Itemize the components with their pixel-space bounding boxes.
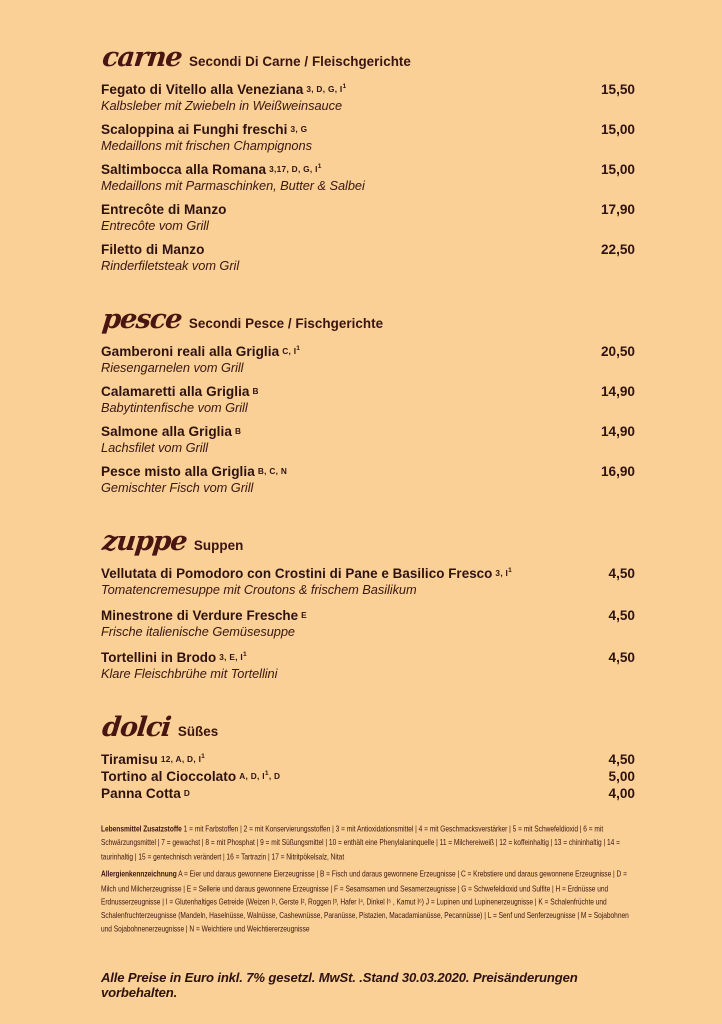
menu-item (101, 786, 635, 801)
menu-item-name (101, 202, 227, 217)
menu-item-name (101, 650, 247, 665)
additives-label: Lebensmittel Zusatzstoffe (101, 825, 182, 834)
section-subtitle: Secondi Pesce / Fischgerichte (188, 316, 384, 331)
section-header (101, 528, 635, 555)
additives-text: 1 = mit Farbstoffen | 2 = mit Konservierungsstoffen | 3 = mit Antioxidationsmittel | 4 = mit Geschmacksverstärker | 5 = mit Schwefeldioxid | 6 = mit Schwärzungsmittel | 7 = gewachst | 8 = mit Phosphat | 9 = mit Süßungsmittel | 10 = enthält eine Phenylalaninquelle | 11 = Milchereiweiß | 12 = koffeinhaltig | 13 = chininhaltig | 14 = taurinhaltig | 15 = gentechnisch verändert | 16 = Tartrazin | 17 = Nitritpökelsalz, Nitat (101, 825, 620, 862)
allergen-codes (219, 652, 247, 662)
section-subtitle: Suppen (193, 538, 244, 553)
menu-item-name (101, 566, 512, 581)
menu-item-name (101, 464, 287, 479)
menu-item-description: Entrecôte vom Grill (101, 218, 209, 233)
allergen-codes (306, 84, 346, 94)
menu-item-name (101, 122, 307, 137)
menu-item-line (101, 650, 635, 665)
menu-item-name (101, 384, 259, 399)
menu-item-list (101, 344, 635, 495)
menu-item-price: 4,00 (608, 786, 635, 801)
allergen-codes (235, 426, 241, 436)
menu-item (101, 752, 635, 767)
allergen-codes (258, 466, 287, 476)
menu-item-name (101, 786, 190, 801)
section-script-title: zuppe (100, 526, 188, 557)
menu-item-name-text: Salmone alla Griglia (101, 424, 232, 439)
menu-item-line (101, 566, 635, 581)
allergens-label: Allergienkennzeichnung (101, 870, 177, 880)
menu-item-price: 17,90 (600, 202, 635, 217)
menu-section-pesce (101, 282, 635, 495)
menu-item-list (101, 566, 635, 681)
menu-item-description: Lachsfilet vom Grill (101, 440, 209, 455)
menu-item-name (101, 242, 205, 257)
allergens-paragraph (101, 868, 635, 937)
menu-item-name (101, 344, 300, 359)
menu-item-name-text: Gamberoni reali alla Griglia (101, 344, 280, 359)
section-header (101, 306, 635, 333)
allergen-codes-tail: , D (268, 770, 281, 781)
menu-item-name-text: Calamaretti alla Griglia (101, 384, 250, 399)
menu-item-name (101, 769, 280, 784)
menu-item-list (101, 752, 635, 801)
menu-item-line (101, 424, 635, 439)
allergen-codes (184, 788, 190, 798)
menu-item-line (101, 786, 635, 801)
menu-item (101, 202, 635, 233)
allergen-superscript: 1 (508, 566, 513, 574)
menu-item-name (101, 752, 205, 767)
allergen-codes-text: D (183, 787, 191, 798)
menu-item-name-text: Entrecôte di Manzo (101, 202, 227, 217)
allergen-codes-text: 3, D, G, I (306, 83, 343, 94)
menu-item-price: 14,90 (600, 424, 635, 439)
menu-section-dolci (101, 692, 635, 801)
section-script-title: dolci (100, 712, 172, 743)
menu-item-price: 15,00 (600, 122, 635, 137)
allergen-codes-text: E (301, 609, 308, 620)
allergen-codes (253, 386, 259, 396)
menu-item-line (101, 608, 635, 623)
menu-item-price: 4,50 (608, 608, 635, 623)
menu-item-price: 5,00 (608, 769, 635, 784)
menu-item (101, 82, 635, 113)
allergen-codes-text: 3,17, D, G, I (269, 163, 318, 174)
menu-item-name-text: Tortino al Cioccolato (101, 769, 237, 784)
menu-section-zuppe (101, 504, 635, 681)
allergen-codes (161, 754, 205, 764)
menu-item-price: 15,50 (600, 82, 635, 97)
allergen-superscript: 1 (201, 752, 206, 760)
menu-item-price: 20,50 (600, 344, 635, 359)
menu-item (101, 242, 635, 273)
menu-item-price: 15,00 (600, 162, 635, 177)
menu-item (101, 162, 635, 193)
additives-paragraph (101, 823, 635, 864)
allergen-codes-text: 3, G (290, 123, 308, 134)
allergen-codes (495, 568, 512, 578)
allergen-codes (269, 164, 322, 174)
menu-item-name (101, 424, 241, 439)
section-header (101, 44, 635, 71)
menu-item-price: 16,90 (600, 464, 635, 479)
allergen-codes (301, 610, 307, 620)
section-subtitle: Süßes (177, 724, 219, 739)
allergen-superscript: 1 (296, 344, 301, 352)
fineprint-block (101, 823, 635, 937)
allergen-codes-text: 3, I (495, 567, 509, 578)
menu-item (101, 566, 635, 597)
menu-item (101, 384, 635, 415)
menu-item-description: Klare Fleischbrühe mit Tortellini (101, 666, 278, 681)
allergen-superscript: 1 (243, 650, 248, 658)
allergen-codes-text: 3, E, I (219, 651, 244, 662)
menu-item-price: 4,50 (608, 650, 635, 665)
section-subtitle: Secondi Di Carne / Fleischgerichte (188, 54, 411, 69)
menu-item-description: Tomatencremesuppe mit Croutons & frischem Basilikum (101, 582, 417, 597)
menu-item-description: Gemischter Fisch vom Grill (101, 480, 254, 495)
menu-item-line (101, 464, 635, 479)
menu-item-line (101, 384, 635, 399)
menu-item (101, 608, 635, 639)
section-script-title: pesce (100, 304, 183, 335)
menu-item-price: 22,50 (600, 242, 635, 257)
menu-section-carne (101, 0, 635, 273)
menu-item-line (101, 202, 635, 217)
menu-item-name-text: Pesce misto alla Griglia (101, 464, 255, 479)
menu-item-name (101, 608, 307, 623)
menu-item-name-text: Saltimbocca alla Romana (101, 162, 267, 177)
menu-item-line (101, 162, 635, 177)
menu-item (101, 122, 635, 153)
menu-sections (101, 0, 635, 801)
menu-item-description: Rinderfiletsteak vom Gril (101, 258, 240, 273)
menu-item-line (101, 242, 635, 257)
price-disclaimer: Alle Preise in Euro inkl. 7% gesetzl. MwSt. .Stand 30.03.2020. Preisänderungen vorbehalten. (101, 970, 578, 1000)
menu-item-name-text: Filetto di Manzo (101, 242, 205, 257)
allergens-text: A = Eier und daraus gewonnene Eierzeugnisse | B = Fisch und daraus gewonnene Erzeugnisse | C = Krebstiere und daraus gewonnene Erzeugnisse | D = Milch und Milcherzeugnisse | E = Sellerie und daraus gewonnene Erzeugnisse | F = Sesamsamen und Sesamerzeugnisse | G = Schwefeldioxid und Sulfite | H = Erdnüsse und Erdnusserzeugnisse | I = Glutenhaltiges Getreide (Weizen I¹, Gerste I², Roggen I³, Hafer I⁴, Dinkel I⁵ , Kamut I⁶) J = Lupinen und Lupinenerzeugnisse | K = Schalenfrüchte und Schalenfruchterzeugnisse (Mandeln, Haselnüsse, Walnüsse, Cashewnüsse, Paranüsse, Pistazien, Macadamianüsse, Pecannüsse) | L = Senf und Senferzeugnisse | M = Sojabohnen und Sojabohnenerzeugnisse | N = Weichtiere und Weichtiererzeugnisse (101, 870, 629, 935)
menu-item-line (101, 122, 635, 137)
menu-item-name-text: Vellutata di Pomodoro con Crostini di Pane e Basilico Fresco (101, 566, 493, 581)
menu-item-description: Riesengarnelen vom Grill (101, 360, 244, 375)
menu-item-description: Frische italienische Gemüsesuppe (101, 624, 296, 639)
allergen-codes-text: B, C, N (257, 465, 288, 476)
menu-item-line (101, 752, 635, 767)
menu-item-list (101, 82, 635, 273)
menu-item-name-text: Fegato di Vitello alla Veneziana (101, 82, 304, 97)
menu-item (101, 344, 635, 375)
allergen-codes (282, 346, 300, 356)
allergen-codes (239, 771, 280, 781)
menu-item-price: 4,50 (608, 752, 635, 767)
menu-item-name-text: Tiramisu (101, 752, 158, 767)
allergen-superscript: 1 (264, 769, 269, 777)
allergen-codes-text: 12, A, D, I (160, 753, 202, 764)
menu-item-description: Babytintenfische vom Grill (101, 400, 248, 415)
menu-item-description: Medaillons mit frischen Champignons (101, 138, 312, 153)
section-header (101, 714, 635, 741)
menu-item (101, 650, 635, 681)
allergen-codes-text: B (252, 385, 259, 396)
menu-item-name-text: Panna Cotta (101, 786, 181, 801)
menu-item (101, 769, 635, 784)
section-script-title: carne (100, 42, 184, 73)
menu-item-name-text: Tortellini in Brodo (101, 650, 217, 665)
menu-item-price: 4,50 (608, 566, 635, 581)
menu-item-name-text: Scaloppina ai Funghi freschi (101, 122, 288, 137)
menu-item (101, 464, 635, 495)
menu-item-description: Kalbsleber mit Zwiebeln in Weißweinsauce (101, 98, 343, 113)
menu-item-name (101, 82, 346, 97)
menu-item (101, 424, 635, 455)
menu-item-name-text: Minestrone di Verdure Fresche (101, 608, 299, 623)
menu-item-line (101, 82, 635, 97)
menu-item-line (101, 344, 635, 359)
allergen-superscript: 1 (342, 82, 347, 90)
allergen-codes (290, 124, 307, 134)
allergen-superscript: 1 (317, 162, 322, 170)
menu-item-price: 14,90 (600, 384, 635, 399)
menu-item-name (101, 162, 322, 177)
allergen-codes-text: A, D, I (239, 770, 265, 781)
menu-item-description: Medaillons mit Parmaschinken, Butter & Salbei (101, 178, 365, 193)
allergen-codes-text: B (234, 425, 242, 436)
allergen-codes-text: C, I (282, 345, 297, 356)
menu-item-line (101, 769, 635, 784)
